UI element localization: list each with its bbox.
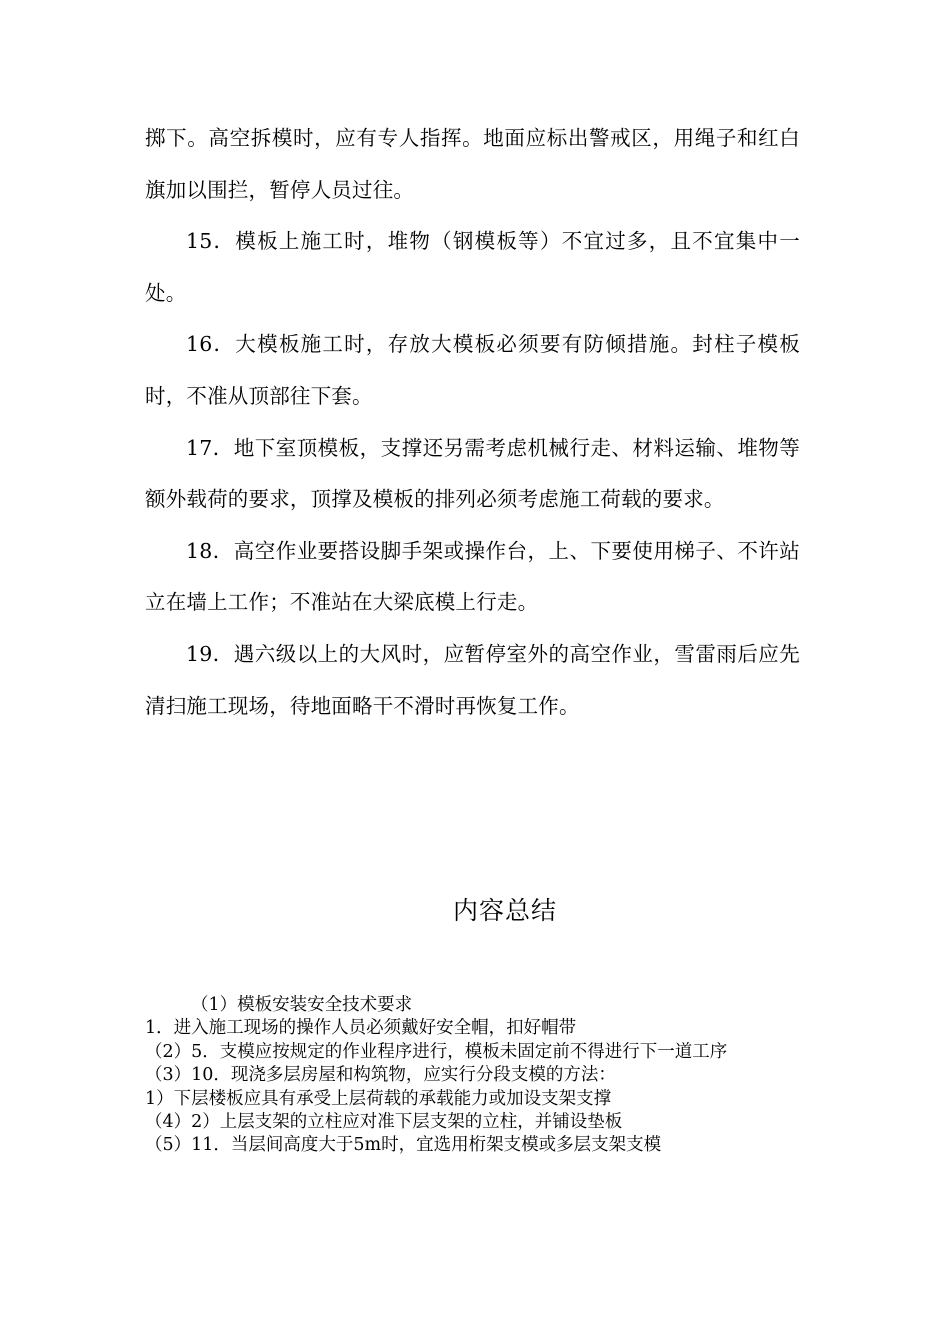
summary-line: 1）下层楼板应具有承受上层荷载的承载能力或加设支架支撑 [145,1088,612,1109]
paragraph-item-18: 18．高空作业要搭设脚手架或操作台，上、下要使用梯子、不许站立在墙上工作；不准站在大梁底模上行走。 [145,538,800,615]
paragraph-item-15: 15．模板上施工时，堆物（钢模板等）不宜过多，且不宜集中一处。 [145,229,800,305]
summary-line: （3）10．现浇多层房屋和构筑物，应实行分段支模的方法： [145,1065,616,1086]
summary-line: （1）模板安装安全技术要求 [191,995,413,1015]
summary-line: （2）5．支模应按规定的作业程序进行，模板未固定前不得进行下一道工序 [145,1041,728,1062]
paragraph-item-17: 17．地下室顶模板，支撑还另需考虑机械行走、材料运输、堆物等额外载荷的要求，顶撑及模板的排列必须考虑施工荷载的要求。 [145,435,800,512]
summary-line: （4）2）上层支架的立柱应对准下层支架的立柱，并铺设垫板 [145,1112,623,1133]
summary-heading: 内容总结 [452,896,557,925]
paragraph-continuation: 掷下。高空拆模时，应有专人指挥。地面应标出警戒区，用绳子和红白旗加以围拦，暂停人员过往。 [145,126,800,202]
summary-section [145,994,805,1158]
body-text [145,113,800,732]
summary-line: （5）11．当层间高度大于5m时，宜选用桁架支模或多层支架支模 [145,1135,662,1156]
paragraph-item-19: 19．遇六级以上的大风时，应暂停室外的高空作业，雪雷雨后应先清扫施工现场，待地面略干不滑时再恢复工作。 [145,641,800,718]
summary-line: 1．进入施工现场的操作人员必须戴好安全帽，扣好帽带 [145,1018,577,1039]
paragraph-item-16: 16．大模板施工时，存放大模板必须要有防倾措施。封柱子模板时，不准从顶部往下套。 [145,332,800,408]
